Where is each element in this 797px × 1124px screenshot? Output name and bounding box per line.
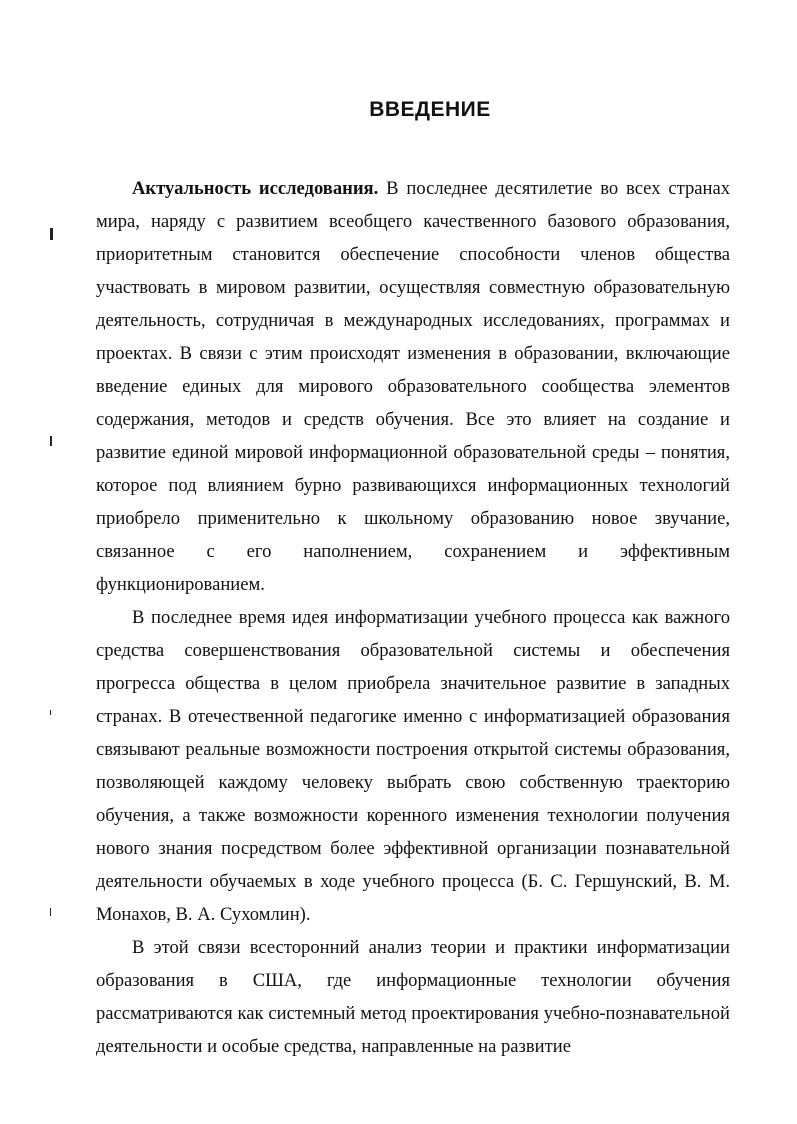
scan-mark (50, 710, 51, 715)
paragraph-lead: Актуальность исследования. (132, 178, 379, 199)
paragraph-text: В последнее время идея информатизации учебного процесса как важного средства совершенствования образовательной системы и обеспечения прогресса общества в целом приобрела значительное развитие в западных странах. В отечественной педагогике именно с информатизацией образования связывают реальные возможности построения открытой системы образования, позволяющей каждому человеку выбрать свою собственную траекторию обучения, а также возможности коренного изменения технологии получения нового знания посредством более эффективной организации познавательной деятельности обучаемых в ходе учебного процесса (Б. С. Гершунский, В. М. Монахов, В. А. Сухомлин). (96, 607, 730, 925)
paragraph-relevance (96, 172, 730, 601)
paragraph-text: В этой связи всесторонний анализ теории и практики информатизации образования в США, где информационные технологии обучения рассматриваются как системный метод проектирования учебно-познавательной деятельности и особые средства, направленные на развитие (96, 937, 730, 1057)
page-title: ВВЕДЕНИЕ (369, 98, 491, 121)
document-body (96, 172, 730, 1063)
scan-mark (50, 228, 53, 240)
paragraph-informatization (96, 601, 730, 931)
paragraph-text: В последнее десятилетие во всех странах мира, наряду с развитием всеобщего качественного базового образования, приоритетным становится обеспечение способности членов общества участвовать в мировом развитии, осуществляя совместную образовательную деятельность, сотрудничая в международных исследованиях, программах и проектах. В связи с этим происходят изменения в образовании, включающие введение единых для мирового образовательного сообщества элементов содержания, методов и средств обучения. Все это влияет на создание и развитие единой мировой информационной образовательной среды – понятия, которое под влиянием бурно развивающихся информационных технологий приобрело применительно к школьному образованию новое звучание, связанное с его наполнением, сохранением и эффективным функционированием. (96, 178, 731, 595)
paragraph-usa-analysis (96, 931, 730, 1063)
scan-mark (50, 436, 52, 446)
scan-mark (50, 908, 51, 916)
